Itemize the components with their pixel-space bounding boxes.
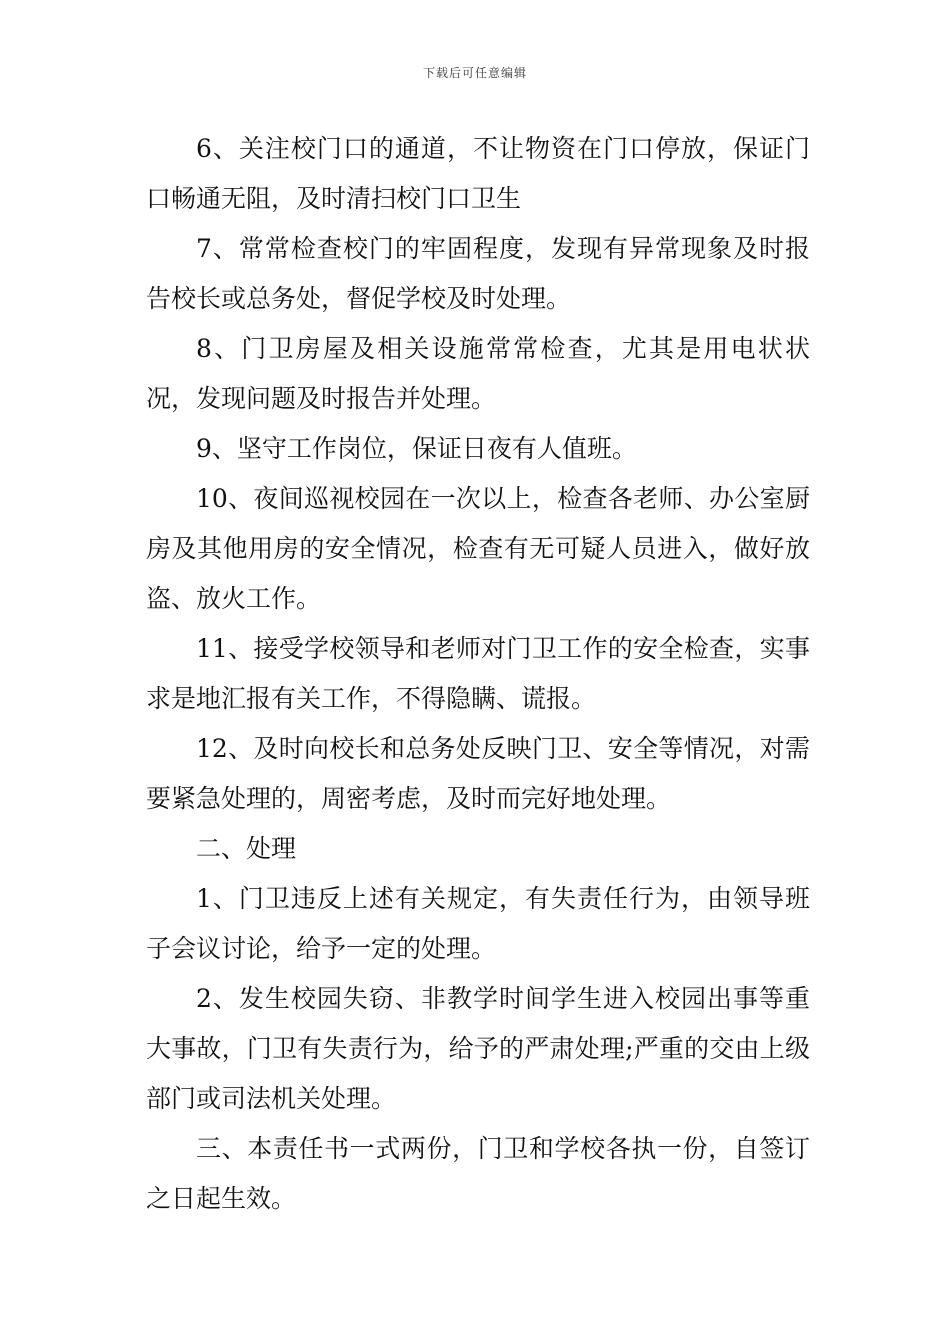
document-body <box>146 124 810 1224</box>
handling-item-1: 1、门卫违反上述有关规定，有失责任行为，由领导班子会议讨论，给予一定的处理。 <box>146 884 810 963</box>
paragraph-item-9: 9、坚守工作岗位，保证日夜有人值班。 <box>196 434 637 463</box>
section-closing-validity: 三、本责任书一式两份，门卫和学校各执一份，自签订之日起生效。 <box>146 1134 810 1213</box>
handling-item-2: 2、发生校园失窃、非教学时间学生进入校园出事等重大事故，门卫有失责行为，给予的严肃处理;严重的交由上级部门或司法机关处理。 <box>146 984 810 1113</box>
page-header: 下载后可任意编辑 <box>422 66 527 80</box>
section-heading-handling: 二、处理 <box>196 834 297 863</box>
paragraph-item-7: 7、常常检查校门的牢固程度，发现有异常现象及时报告校长或总务处，督促学校及时处理。 <box>146 234 810 313</box>
paragraph-item-10: 10、夜间巡视校园在一次以上，检查各老师、办公室厨房及其他用房的安全情况，检查有无可疑人员进入，做好放盗、放火工作。 <box>146 484 810 613</box>
paragraph-item-12: 12、及时向校长和总务处反映门卫、安全等情况，对需要紧急处理的，周密考虑，及时而完好地处理。 <box>146 734 810 813</box>
paragraph-item-11: 11、接受学校领导和老师对门卫工作的安全检查，实事求是地汇报有关工作，不得隐瞒、谎报。 <box>146 634 810 713</box>
paragraph-item-8: 8、门卫房屋及相关设施常常检查，尤其是用电状状况，发现问题及时报告并处理。 <box>146 334 810 413</box>
paragraph-item-6: 6、关注校门口的通道，不让物资在门口停放，保证门口畅通无阻，及时清扫校门口卫生 <box>146 134 810 213</box>
